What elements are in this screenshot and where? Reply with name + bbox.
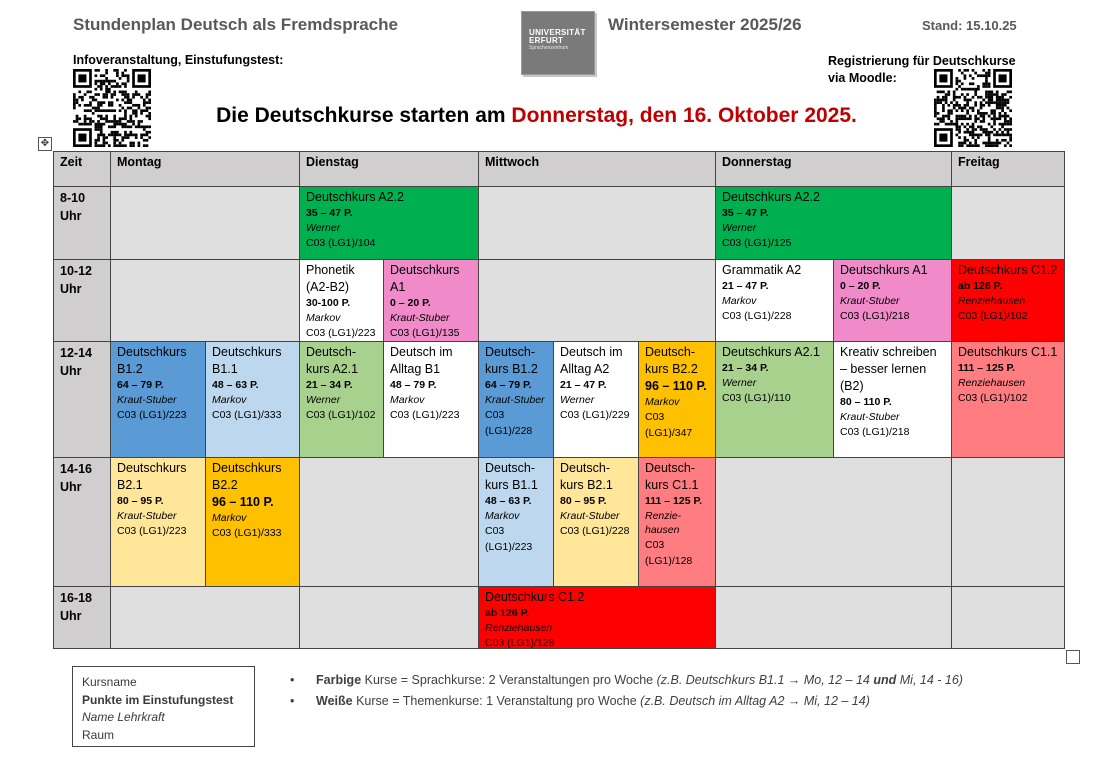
time-12-14: 12-14 Uhr	[53, 341, 111, 458]
course-cell[interactable]: Deutschkurs C1.1 111 – 125 P. Renziehausen C03 (LG1)/102	[951, 341, 1065, 458]
course-cell[interactable]: Deutschkurs B1.1 48 – 63 P. Markov C03 (LG1)/333	[205, 341, 300, 458]
legend-teacher: Name Lehrkraft	[82, 710, 165, 724]
course-cell[interactable]: Deutsch-kurs B1.1 48 – 63 P. Markov C03 (LG1)/223	[478, 457, 554, 587]
time-14-16: 14-16 Uhr	[53, 457, 111, 587]
legend-box	[72, 666, 255, 747]
time-16-18: 16-18 Uhr	[53, 586, 111, 649]
course-cell[interactable]: Deutsch-kurs A2.1 21 – 34 P. Werner C03 (LG1)/102	[299, 341, 384, 458]
course-cell[interactable]: Deutschkurs B1.2 64 – 79 P. Kraut-Stuber C03 (LG1)/223	[110, 341, 206, 458]
legend-name: Kursname	[82, 675, 137, 689]
course-cell[interactable]: Deutschkurs B2.1 80 – 95 P. Kraut-Stuber C03 (LG1)/223	[110, 457, 206, 587]
university-logo	[521, 11, 595, 75]
time-8-10: 8-10 Uhr	[53, 186, 111, 260]
empty-slot	[110, 259, 300, 342]
note-colored: • Farbige Kurse = Sprachkurse: 2 Veranstaltungen pro Woche (z.B. Deutschkurs B1.1 → Mo, 12 – 14 und Mi, 14 - 16)	[290, 673, 963, 687]
start-date: Donnerstag, den 16. Oktober 2025.	[511, 104, 857, 127]
course-cell[interactable]: Phonetik (A2-B2) 30-100 P. Markov C03 (LG1)/223	[299, 259, 384, 342]
empty-slot	[715, 586, 952, 649]
empty-slot	[478, 186, 716, 260]
course-cell[interactable]: Deutsch-kurs B2.2 96 – 110 P. Markov C03 (LG1)/347	[638, 341, 716, 458]
move-handle-icon[interactable]: ✥	[38, 137, 52, 151]
course-cell[interactable]: Deutsch-kurs B1.2 64 – 79 P. Kraut-Stuber C03 (LG1)/228	[478, 341, 554, 458]
course-cell[interactable]: Deutschkurs C1.2 ab 126 P. Renziehausen C03 (LG1)/102	[951, 259, 1065, 342]
info-event-label: Infoveranstaltung, Einstufungstest:	[73, 53, 284, 67]
empty-slot	[951, 186, 1065, 260]
header-friday: Freitag	[951, 151, 1065, 187]
time-10-12: 10-12 Uhr	[53, 259, 111, 342]
course-cell[interactable]: Deutsch-kurs B2.1 80 – 95 P. Kraut-Stuber C03 (LG1)/228	[553, 457, 639, 587]
course-cell[interactable]: Grammatik A2 21 – 47 P. Markov C03 (LG1)/228	[715, 259, 834, 342]
stand-date: Stand: 15.10.25	[922, 18, 1017, 33]
course-cell[interactable]: Deutschkurs A2.2 35 – 47 P. Werner C03 (LG1)/104	[299, 186, 479, 260]
registration-label: Registrierung für Deutschkurse via Moodle:	[828, 54, 1016, 85]
start-headline: Die Deutschkurse starten am Donnerstag, den 16. Oktober 2025.	[216, 104, 857, 127]
notes-list	[290, 670, 963, 712]
empty-slot	[715, 457, 952, 587]
empty-slot	[110, 586, 300, 649]
course-cell[interactable]: Deutsch im Alltag B1 48 – 79 P. Markov C03 (LG1)/223	[383, 341, 479, 458]
empty-slot	[951, 457, 1065, 587]
note-white: • Weiße Kurse = Themenkurse: 1 Veranstaltung pro Woche (z.B. Deutsch im Alltag A2 → Mi, 12 – 14)	[290, 694, 870, 708]
course-cell[interactable]: Deutschkurs B2.2 96 – 110 P. Markov C03 (LG1)/333	[205, 457, 300, 587]
course-cell[interactable]: Deutschkurs A1 0 – 20 P. Kraut-Stuber C03 (LG1)/218	[833, 259, 952, 342]
course-cell[interactable]: Deutschkurs A2.1 21 – 34 P. Werner C03 (LG1)/110	[715, 341, 834, 458]
semester-label: Wintersemester 2025/26	[608, 15, 802, 34]
header-monday: Montag	[110, 151, 300, 187]
legend-points: Punkte im Einstufungstest	[82, 692, 234, 707]
timetable	[53, 151, 1065, 649]
empty-slot	[478, 259, 716, 342]
document-title: Stundenplan Deutsch als Fremdsprache	[73, 15, 398, 34]
empty-slot	[951, 586, 1065, 649]
header-wednesday: Mittwoch	[478, 151, 716, 187]
course-cell[interactable]: Kreativ schreiben – besser lernen (B2) 80 – 110 P. Kraut-Stuber C03 (LG1)/218	[833, 341, 952, 458]
empty-slot	[110, 186, 300, 260]
header-thursday: Donnerstag	[715, 151, 952, 187]
resize-handle-icon[interactable]	[1066, 650, 1080, 664]
logo-subtext: Sprachenzentrum	[529, 45, 569, 51]
course-cell[interactable]: Deutschkurs C1.2 ab 126 P. Renziehausen C03 (LG1)/128	[478, 586, 716, 649]
empty-slot	[299, 586, 479, 649]
header-tuesday: Dienstag	[299, 151, 479, 187]
course-cell[interactable]: Deutschkurs A1 0 – 20 P. Kraut-Stuber C03 (LG1)/135	[383, 259, 479, 342]
empty-slot	[299, 457, 479, 587]
logo-text: UNIVERSITÄT ERFURT	[529, 28, 586, 45]
legend-room: Raum	[82, 727, 115, 742]
course-cell[interactable]: Deutsch-kurs C1.1 111 – 125 P. Renzie-hausen C03 (LG1)/128	[638, 457, 716, 587]
course-cell[interactable]: Deutschkurs A2.2 35 – 47 P. Werner C03 (LG1)/125	[715, 186, 952, 260]
header-time: Zeit	[53, 151, 111, 187]
course-cell[interactable]: Deutsch im Alltag A2 21 – 47 P. Werner C03 (LG1)/229	[553, 341, 639, 458]
